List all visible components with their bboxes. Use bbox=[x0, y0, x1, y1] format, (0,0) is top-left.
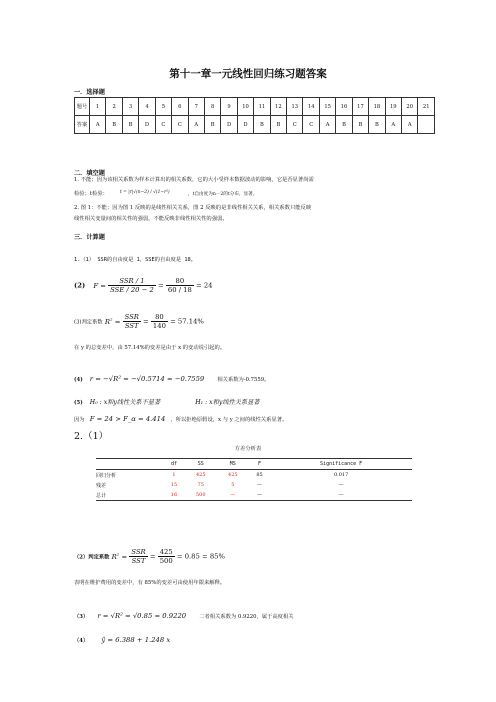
calc1-q5-conc-a: 因为 bbox=[74, 417, 85, 423]
answer-table-label: 答案 bbox=[75, 116, 90, 134]
question-number-cell: 20 bbox=[402, 98, 418, 116]
anova-cell: — bbox=[257, 492, 263, 498]
question-number-cell: 21 bbox=[418, 98, 435, 116]
anova-row bbox=[96, 470, 412, 481]
anova-cell: 425 bbox=[228, 472, 238, 478]
calc1-q5-h1: H₁ : x和y线性关系显著 bbox=[195, 399, 260, 406]
question-number-cell: 18 bbox=[369, 98, 385, 116]
answer-table bbox=[74, 97, 435, 134]
calc1-q2-label: (2) bbox=[74, 281, 86, 290]
calc2-q4 bbox=[74, 627, 170, 646]
anova-column-header: df bbox=[170, 461, 177, 467]
question-number-cell: 6 bbox=[172, 98, 188, 116]
anova-cell: — bbox=[230, 492, 236, 498]
calc1-q4-label: (4) bbox=[74, 377, 83, 383]
answer-cell bbox=[418, 116, 435, 134]
calc1-q5-label: (5) bbox=[74, 400, 83, 406]
answer-cell: C bbox=[155, 116, 171, 134]
answer-cell: A bbox=[319, 116, 335, 134]
question-number-cell: 17 bbox=[352, 98, 368, 116]
answer-table-row-numbers bbox=[75, 98, 435, 116]
answer-cell: B bbox=[254, 116, 270, 134]
answer-cell: B bbox=[352, 116, 368, 134]
calc2-q4-label: （4） bbox=[74, 638, 89, 644]
question-number-cell: 11 bbox=[254, 98, 270, 116]
answer-cell: B bbox=[106, 116, 122, 134]
anova-cell: — bbox=[257, 482, 263, 488]
calc1-f-formula: (2) F = $\frac{\text{SSR / 1}}{\text{SSE / 20 − 2}}$ = $\frac{80}{60 / 18}$ = 24 bbox=[74, 277, 213, 294]
answer-table-row-answers bbox=[75, 116, 435, 134]
calc1-r2-formula: (3)判定系数 $R^2$ = $\frac{\text{SSR}}{\text{SST}}$ = $\frac{80}{140}$ = 57.14% bbox=[74, 313, 204, 330]
calc2-q3-text: 二者相关系数为 0.9220，属于高度相关 bbox=[199, 614, 294, 620]
anova-cell: 1 bbox=[172, 472, 176, 478]
anova-column-header: MS bbox=[229, 461, 236, 467]
calc2-q2-result: = 0.85 = 85% bbox=[176, 552, 225, 561]
answer-cell: C bbox=[172, 116, 188, 134]
answer-cell: B bbox=[369, 116, 385, 134]
anova-cell: 425 bbox=[195, 472, 206, 478]
calc1-q4 bbox=[74, 366, 269, 385]
calc1-q4-expr: r = −√R² = −√0.5714 = −0.7559 bbox=[89, 375, 205, 383]
answer-cell: B bbox=[204, 116, 220, 134]
section-choice-heading: 一．选择题 bbox=[74, 89, 105, 96]
question-number-cell: 15 bbox=[319, 98, 335, 116]
calc2-q3 bbox=[74, 603, 294, 622]
calc1-q1: 1.（1） SSR的自由度是 1，SSE的自由度是 18。 bbox=[74, 257, 196, 263]
anova-column-header bbox=[96, 459, 163, 470]
calc1-q3-text: 在 y 的总变差中，由 57.14%的变差是由于 x 的变动说引起的。 bbox=[74, 345, 226, 351]
anova-cell: 5 bbox=[231, 482, 235, 488]
calc2-q3-expr: r = √R² = √0.85 = 0.9220 bbox=[97, 612, 187, 620]
answer-cell: A bbox=[188, 116, 204, 134]
section-calc-heading: 三．计算题 bbox=[74, 234, 105, 241]
anova-header-row bbox=[96, 459, 412, 470]
anova-cell: — bbox=[338, 492, 344, 498]
calc2-q3-label: （3） bbox=[74, 614, 89, 620]
anova-column-header: SS bbox=[197, 461, 204, 467]
calc1-q5-conc-expr: F = 24 > F_α = 4.414 bbox=[89, 415, 166, 423]
t-statistic-formula: t = |r|√(n−2) / √(1−r²) bbox=[120, 190, 170, 195]
answer-cell: D bbox=[139, 116, 155, 134]
calc2-q4-expr: ŷ = 6.388 + 1.248 x bbox=[101, 636, 171, 644]
anova-row bbox=[96, 480, 412, 490]
question-number-cell: 1 bbox=[90, 98, 106, 116]
calc2-q2-text: 表明在维护费用的变差中，有 85%的变差可由使用年限来解释。 bbox=[74, 580, 226, 586]
answer-table-label: 题号 bbox=[75, 98, 90, 116]
anova-cell: 75 bbox=[197, 482, 204, 488]
anova-table bbox=[96, 458, 412, 501]
question-number-cell: 7 bbox=[188, 98, 204, 116]
anova-column-header: F bbox=[258, 461, 262, 467]
answer-cell: A bbox=[402, 116, 418, 134]
anova-row-label: 总计 bbox=[96, 492, 107, 499]
calc1-q3-label: (3)判定系数 bbox=[74, 319, 103, 326]
question-number-cell: 10 bbox=[237, 98, 253, 116]
question-number-cell: 14 bbox=[303, 98, 319, 116]
anova-row bbox=[96, 490, 412, 501]
fill-line-4: 线性相关变量间的相关性的强弱，不能反映非线性相关性的强弱。 bbox=[74, 216, 228, 222]
anova-cell: — bbox=[338, 482, 344, 488]
anova-cell: 85 bbox=[256, 472, 263, 478]
anova-row-label: 回归分析 bbox=[96, 472, 117, 479]
answer-cell: C bbox=[303, 116, 319, 134]
answer-cell: D bbox=[221, 116, 237, 134]
anova-cell: 0.017 bbox=[333, 472, 349, 478]
anova-column-header: Significance F bbox=[320, 461, 363, 467]
answer-cell: D bbox=[237, 116, 253, 134]
calc1-q5-conclusion bbox=[74, 406, 287, 425]
anova-cell: 15 bbox=[170, 482, 178, 488]
fill-line-1: 1. 不能；因为该相关系数为样本计算出的相关系数，它的大小受样本数据波动的影响，它是否显著尚需 bbox=[74, 177, 314, 183]
answer-cell: A bbox=[90, 116, 106, 134]
anova-cell: 500 bbox=[195, 492, 206, 498]
question-number-cell: 5 bbox=[155, 98, 171, 116]
question-number-cell: 19 bbox=[385, 98, 401, 116]
answer-cell: B bbox=[122, 116, 138, 134]
anova-table-title: 方差分析表 bbox=[234, 446, 262, 452]
fill-line-2a: 检验；t检验： bbox=[74, 191, 108, 197]
calc2-q2-label: （2）判定系数 bbox=[74, 554, 110, 561]
calc1-q4-text: 相关系数为-0.7559。 bbox=[217, 377, 270, 383]
anova-cell: 16 bbox=[170, 492, 178, 498]
question-number-cell: 4 bbox=[139, 98, 155, 116]
question-number-cell: 3 bbox=[122, 98, 138, 116]
fill-line-3: 2. 图 1：不能；因为图 1 反映的是线性相关关系，图 2 反映的是非线性相关关系，相关系数只能反映 bbox=[74, 205, 312, 211]
calc1-q5-conc-b: ，所以拒绝原假设，x 与 y 之间的线性关系显著。 bbox=[170, 417, 288, 423]
question-number-cell: 12 bbox=[270, 98, 286, 116]
question-number-cell: 9 bbox=[221, 98, 237, 116]
anova-row-label: 残差 bbox=[96, 482, 107, 489]
calc2-heading: 2.（1） bbox=[74, 431, 109, 442]
question-number-cell: 2 bbox=[106, 98, 122, 116]
answer-cell: B bbox=[270, 116, 286, 134]
answer-cell: A bbox=[385, 116, 401, 134]
question-number-cell: 8 bbox=[204, 98, 220, 116]
fill-line-2c: ，t自由度为n－2的t分布，显著。 bbox=[188, 192, 258, 197]
answer-cell: B bbox=[336, 116, 352, 134]
question-number-cell: 16 bbox=[336, 98, 352, 116]
question-number-cell: 13 bbox=[287, 98, 303, 116]
page-title: 第十一章一元线性回归练习题答案 bbox=[169, 68, 327, 80]
calc1-q5-h0: H₀ : x和y线性关系不显著 bbox=[89, 399, 161, 406]
answer-cell: C bbox=[287, 116, 303, 134]
section-fill-heading: 二．填空题 bbox=[74, 170, 105, 177]
calc1-q3-result: = 57.14% bbox=[170, 317, 204, 326]
calc2-r2-formula: （2）判定系数 $R^2$ = $\frac{\text{SSR}}{\text{SST}}$ = $\frac{425}{500}$ = 0.85 = 85% bbox=[74, 548, 225, 565]
